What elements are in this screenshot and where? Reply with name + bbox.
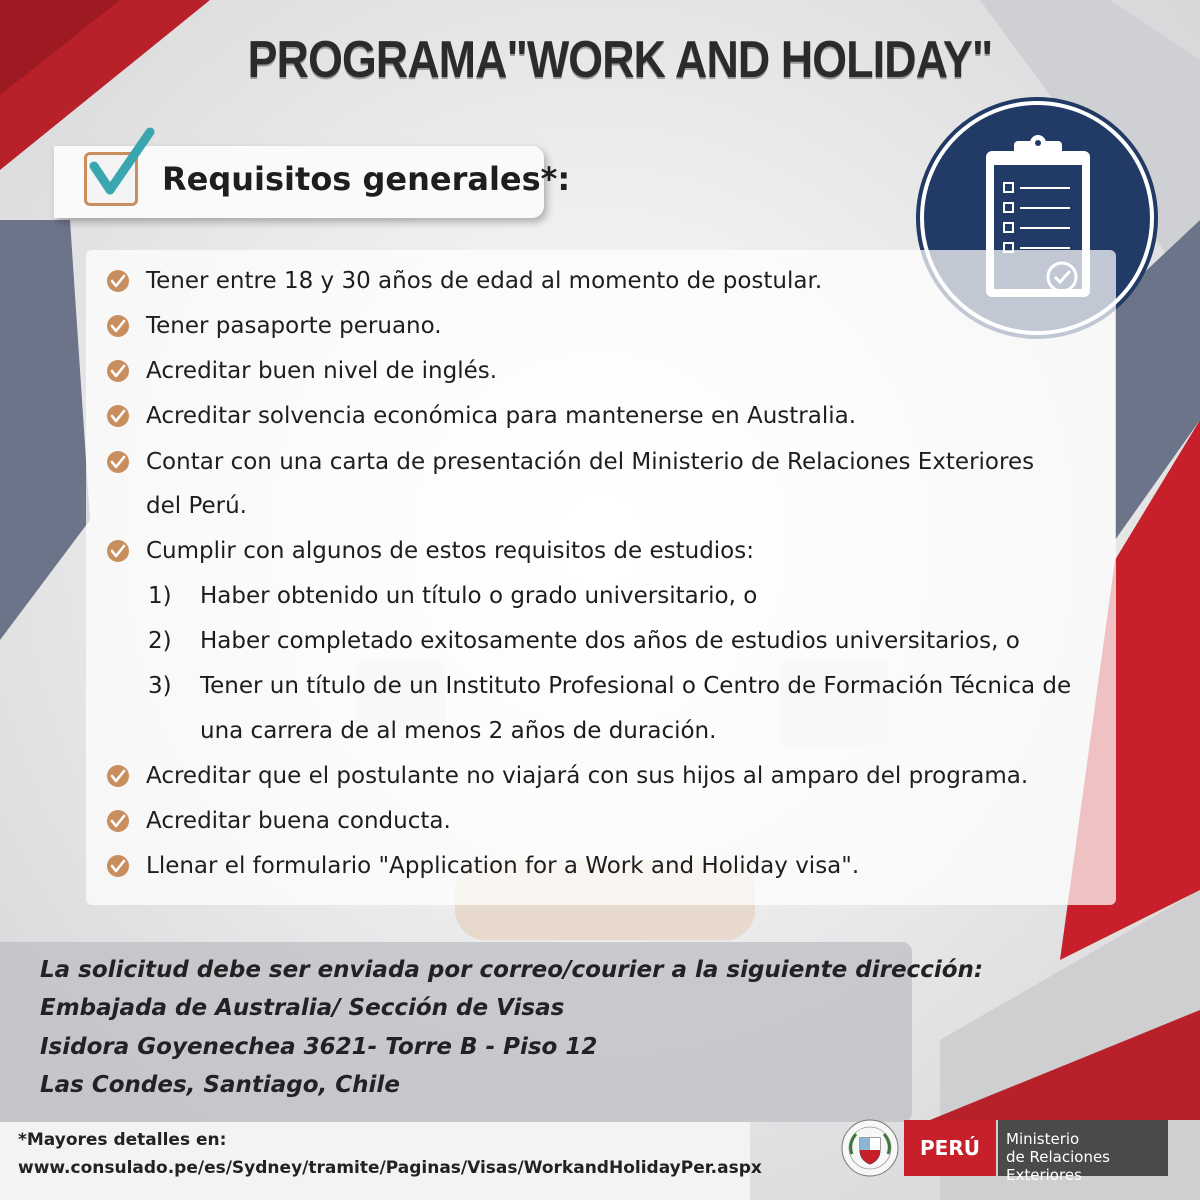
ministry-name bbox=[998, 1120, 1168, 1184]
orange-check-circle-icon bbox=[106, 314, 130, 338]
orange-check-circle-icon bbox=[106, 809, 130, 833]
list-item-text: Acreditar que el postulante no viajará con sus hijos al amparo del programa. bbox=[146, 763, 1029, 789]
study-option-number: 1) bbox=[148, 583, 172, 609]
orange-check-circle-icon bbox=[106, 404, 130, 428]
footer-label: *Mayores detalles en: bbox=[18, 1130, 227, 1150]
coat-of-arms-icon bbox=[840, 1118, 900, 1178]
ministry-line-1: Ministerio bbox=[1006, 1130, 1080, 1148]
address-line: Las Condes, Santiago, Chile bbox=[40, 1072, 400, 1098]
study-option-number: 3) bbox=[148, 673, 172, 699]
orange-check-circle-icon bbox=[106, 539, 130, 563]
list-item-text: Llenar el formulario "Application for a Work and Holiday visa". bbox=[146, 853, 860, 879]
list-item bbox=[146, 806, 451, 836]
study-option-text: Tener un título de un Instituto Profesional o Centro de Formación Técnica de bbox=[200, 673, 1072, 699]
checkbox-check-icon bbox=[80, 124, 160, 204]
ministry-line-2: de Relaciones Exteriores bbox=[1006, 1148, 1110, 1184]
list-item bbox=[146, 311, 442, 341]
orange-check-circle-icon bbox=[106, 269, 130, 293]
page-title: PROGRAMA"WORK AND HOLIDAY" bbox=[247, 31, 993, 89]
list-item bbox=[146, 447, 1034, 477]
address-intro: La solicitud debe ser enviada por correo/courier a la siguiente dirección: bbox=[40, 957, 984, 983]
list-item-text: Contar con una carta de presentación del Ministerio de Relaciones Exteriores bbox=[146, 449, 1035, 475]
orange-check-circle-icon bbox=[106, 854, 130, 878]
study-option-number: 2) bbox=[148, 628, 172, 654]
list-item bbox=[146, 761, 1028, 791]
ministry-logo bbox=[840, 1118, 1170, 1184]
study-option-text: Haber completado exitosamente dos años de estudios universitarios, o bbox=[200, 628, 1020, 654]
orange-check-circle-icon bbox=[106, 764, 130, 788]
list-item-continuation bbox=[146, 491, 247, 521]
list-item bbox=[146, 401, 856, 431]
study-option-continuation: una carrera de al menos 2 años de duración. bbox=[200, 718, 717, 744]
orange-check-circle-icon bbox=[106, 450, 130, 474]
footer-link[interactable]: www.consulado.pe/es/Sydney/tramite/Paginas/Visas/WorkandHolidayPer.aspx bbox=[18, 1158, 762, 1178]
address-line: Isidora Goyenechea 3621- Torre B - Piso 12 bbox=[40, 1034, 598, 1060]
requirements-heading: Requisitos generales*: bbox=[162, 160, 571, 198]
list-item bbox=[146, 536, 754, 566]
list-item-text: Cumplir con algunos de estos requisitos de estudios: bbox=[146, 538, 754, 564]
list-item bbox=[146, 266, 822, 296]
list-item-text: Acreditar solvencia económica para mantenerse en Australia. bbox=[146, 403, 857, 429]
list-item-text: Acreditar buen nivel de inglés. bbox=[146, 358, 498, 384]
list-item bbox=[146, 851, 859, 881]
address-line: Embajada de Australia/ Sección de Visas bbox=[40, 995, 565, 1021]
list-item-text: Tener entre 18 y 30 años de edad al momento de postular. bbox=[146, 268, 823, 294]
list-item-text: del Perú. bbox=[146, 493, 247, 519]
list-item-text: Tener pasaporte peruano. bbox=[146, 313, 442, 339]
orange-check-circle-icon bbox=[106, 359, 130, 383]
list-item-text: Acreditar buena conducta. bbox=[146, 808, 451, 834]
list-item bbox=[146, 356, 497, 386]
country-label: PERÚ bbox=[904, 1120, 996, 1176]
study-option-text: Haber obtenido un título o grado universitario, o bbox=[200, 583, 758, 609]
